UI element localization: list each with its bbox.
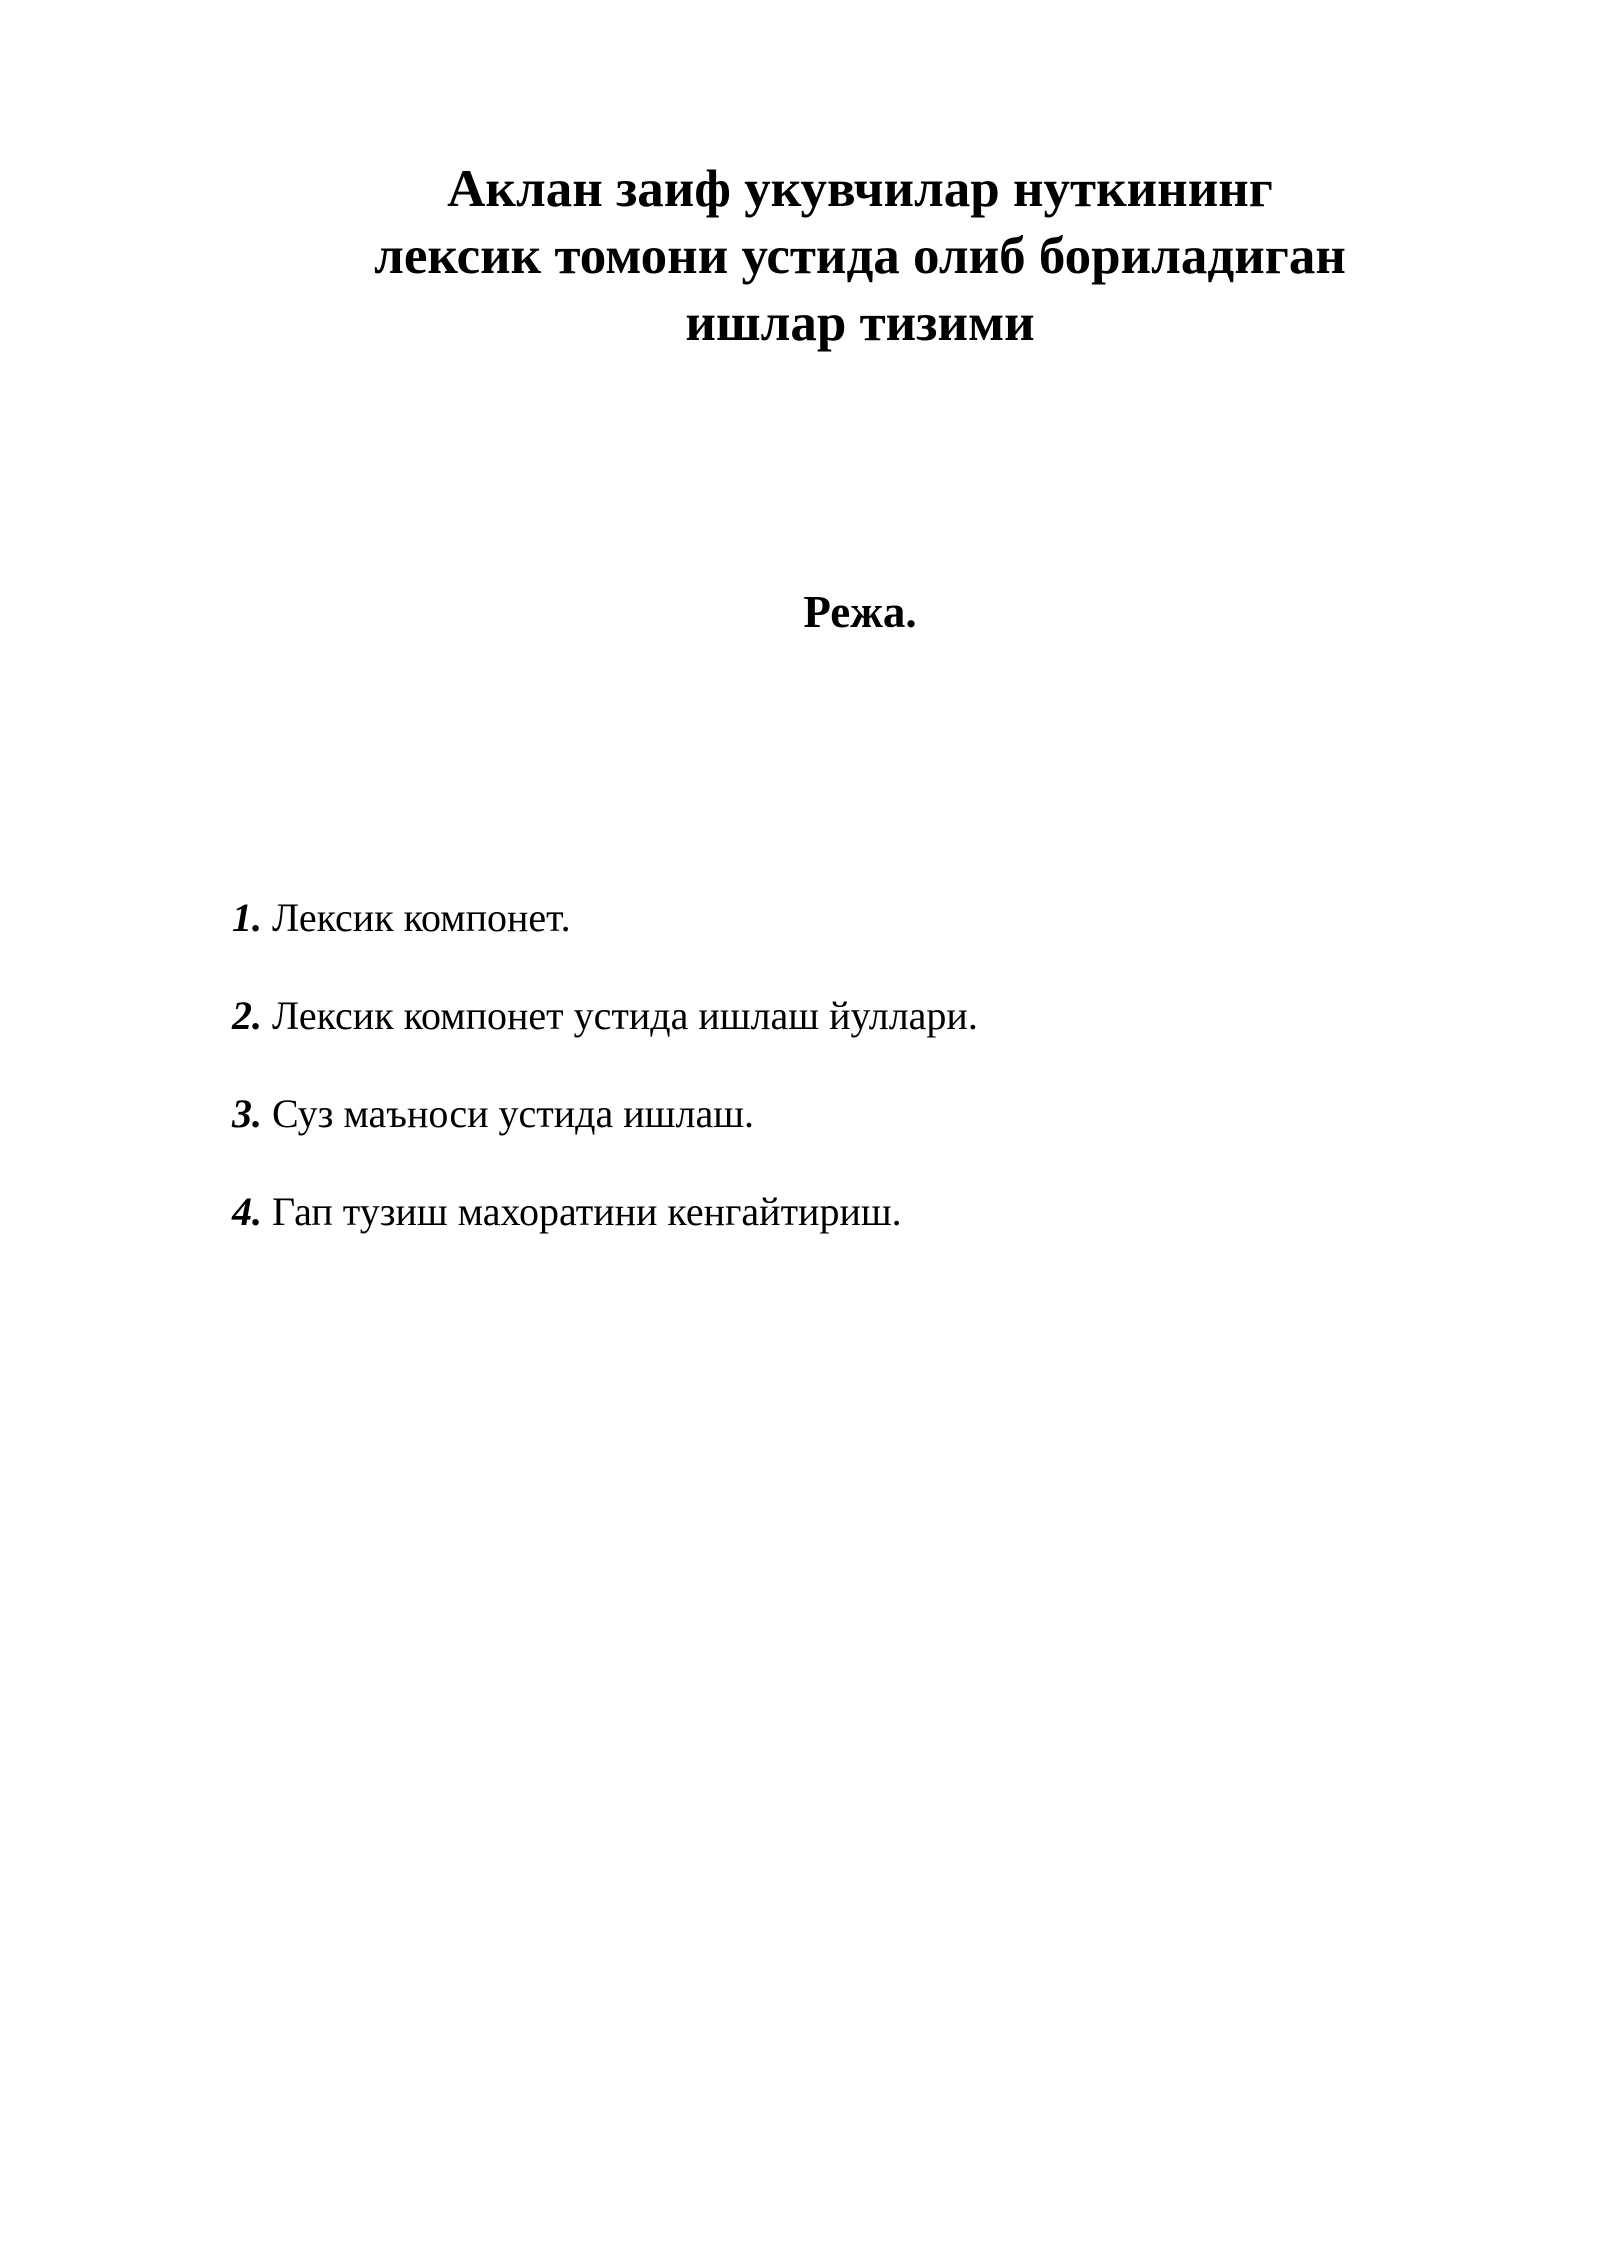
title-line-3: ишлар тизими xyxy=(685,294,1035,352)
plan-item-2 xyxy=(232,991,1432,1041)
plan-item-text: Лексик компонет. xyxy=(272,895,571,940)
document-title xyxy=(230,156,1490,357)
title-line-1: Аклан заиф укувчилар нуткининг xyxy=(447,160,1273,218)
plan-item-1 xyxy=(232,893,1432,943)
plan-item-number: 4. xyxy=(232,1189,262,1234)
plan-item-text: Гап тузиш махоратини кенгайтириш. xyxy=(272,1189,902,1234)
plan-item-text: Суз маъноси устида ишлаш. xyxy=(272,1091,754,1136)
title-line-2: лексик томони устида олиб бориладиган xyxy=(374,227,1346,285)
plan-item-4 xyxy=(232,1187,1432,1237)
plan-heading: Режа. xyxy=(803,587,917,637)
plan-item-text: Лексик компонет устида ишлаш йуллари. xyxy=(272,993,978,1038)
plan-item-3 xyxy=(232,1089,1432,1139)
plan-item-number: 2. xyxy=(232,993,262,1038)
plan-item-number: 1. xyxy=(232,895,262,940)
plan-item-number: 3. xyxy=(232,1091,262,1136)
plan-list xyxy=(232,893,1432,1285)
